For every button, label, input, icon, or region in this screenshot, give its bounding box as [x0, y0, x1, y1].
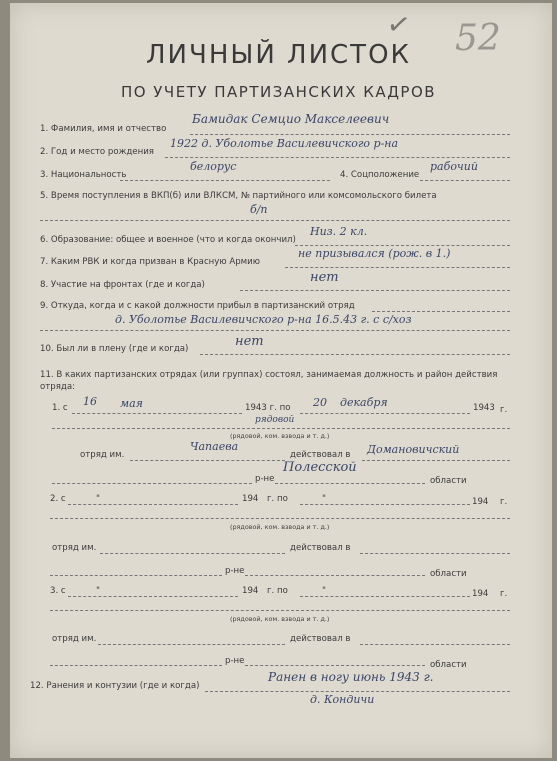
period2-g: г.	[500, 497, 508, 507]
period3-quote: "	[96, 586, 100, 596]
period1-line-pos	[52, 428, 510, 429]
document-subtitle: ПО УЧЕТУ ПАРТИЗАНСКИХ КАДРОВ	[120, 83, 437, 101]
period1-g: г.	[500, 405, 508, 415]
value-education: Низ. 2 кл.	[310, 225, 368, 238]
period3-line-pos	[50, 610, 510, 611]
period3-line-rne	[50, 665, 222, 666]
period3-deystvoval: действовал в	[290, 634, 351, 644]
period1-position: рядовой	[255, 415, 295, 425]
page-number: 52	[455, 18, 501, 59]
period2-oblasti: области	[430, 569, 467, 579]
period1-line-from	[72, 413, 242, 414]
document-title: ЛИЧНЫЙ ЛИСТОК	[146, 40, 411, 70]
period2-line-to	[300, 504, 470, 505]
line-3	[120, 180, 330, 181]
label-education: 6. Образование: общее и военное (что и когда окончил)	[40, 235, 296, 245]
period2-deystvoval: действовал в	[290, 543, 351, 553]
period2-rne: р-не	[225, 566, 245, 576]
period1-day: 16	[83, 395, 97, 408]
period2-num: 2. с	[50, 494, 66, 504]
period2-pos-caption: (рядовой, ком. взвода и т. д.)	[230, 523, 330, 531]
value-wounds: Ранен в ногу июнь 1943 г.	[268, 670, 434, 684]
line-1	[190, 134, 510, 135]
period3-otryad: отряд им.	[52, 634, 97, 644]
line-7	[285, 267, 510, 268]
label-social: 4. Соцположение	[340, 170, 420, 180]
period3-po: г. по	[267, 586, 288, 596]
period3-num: 3. с	[50, 586, 66, 596]
line-8	[240, 290, 510, 291]
period2-quote2: "	[322, 494, 326, 504]
period3-line-to	[300, 596, 470, 597]
period1-month: мая	[120, 397, 143, 410]
period2-otryad: отряд им.	[52, 543, 97, 553]
period2-line-otryad	[100, 553, 285, 554]
label-captivity: 10. Был ли в плену (где и когда)	[40, 344, 189, 354]
period3-oblasti: области	[430, 660, 467, 670]
period3-quote2: "	[322, 586, 326, 596]
period1-line-to	[300, 413, 470, 414]
line-4	[420, 180, 510, 181]
value-rvk: не призывался (рож. в 1.)	[298, 247, 451, 260]
period3-pos-caption: (рядовой, ком. взвода и т. д.)	[230, 615, 330, 623]
period1-to-month: декабря	[340, 396, 388, 409]
label-rvk: 7. Каким РВК и когда призван в Красную Армию	[40, 257, 260, 267]
value-fronts: нет	[310, 270, 339, 285]
label-fronts: 8. Участие на фронтах (где и когда)	[40, 280, 205, 290]
period1-rne: р-не	[255, 474, 275, 484]
period3-rne: р-не	[225, 656, 245, 666]
period3-line-oblast	[245, 665, 425, 666]
period2-line-area	[360, 553, 510, 554]
label-full-name: 1. Фамилия, имя и отчество	[40, 124, 167, 134]
line-6	[295, 245, 510, 246]
label-arrival: 9. Откуда, когда и с какой должности прибыл в партизанский отряд	[40, 301, 355, 311]
period1-deystvoval: действовал в	[290, 450, 351, 460]
period2-line-oblast	[245, 575, 425, 576]
period3-g: г.	[500, 589, 508, 599]
period1-year: 1943 г. по	[245, 403, 291, 413]
value-captivity: нет	[235, 334, 264, 349]
label-birth: 2. Год и место рождения	[40, 147, 154, 157]
period3-line-from	[68, 596, 238, 597]
period1-oblasti: области	[430, 476, 467, 486]
value-wounds-place: д. Кондичи	[310, 693, 375, 706]
period3-year: 194	[242, 586, 259, 596]
period3-line-area	[360, 644, 510, 645]
period3-line-otryad	[98, 644, 285, 645]
period3-to-year: 194	[472, 589, 489, 599]
label-wounds: 12. Ранения и контузии (где и когда)	[30, 681, 200, 691]
period1-pos-caption: (рядовой, ком. взвода и т. д.)	[230, 432, 330, 440]
period1-to-year: 1943	[473, 403, 495, 413]
value-full-name: Бамидак Семцио Макселеевич	[192, 112, 390, 126]
line-10	[200, 354, 510, 355]
period1-to-day: 20	[313, 396, 327, 409]
line-5	[40, 220, 510, 221]
period1-line-otryad	[130, 460, 285, 461]
label-party: 5. Время поступления в ВКП(б) или ВЛКСМ, № партийного или комсомольского билета	[40, 191, 437, 201]
period1-area: Домановичский	[367, 443, 460, 456]
line-2	[165, 157, 510, 158]
value-party: б/п	[250, 203, 268, 216]
period2-line-rne	[50, 575, 222, 576]
value-birth: 1922 д. Уболотье Василевичского р-на	[170, 137, 399, 150]
line-12	[205, 691, 510, 692]
label-detachments: 11. В каких партизанских отрядах (или группах) состоял, занимаемая должность и район действия отряда:	[40, 370, 498, 392]
period1-line-oblast	[275, 483, 425, 484]
period2-quote: "	[96, 494, 100, 504]
period1-otryad: отряд им.	[80, 450, 125, 460]
period2-po: г. по	[267, 494, 288, 504]
value-nationality: белорус	[190, 160, 237, 173]
line-9b	[40, 330, 510, 331]
period2-line-from	[68, 504, 238, 505]
value-arrival: д. Уболотье Василевичского р-на 16.5.43 г. с с/хоз	[115, 313, 412, 326]
pen-mark: ✓	[384, 6, 414, 43]
period2-year: 194	[242, 494, 259, 504]
period2-to-year: 194	[472, 497, 489, 507]
label-nationality: 3. Национальность	[40, 170, 127, 180]
period1-oblast-value: Полесской	[283, 460, 357, 475]
period1-detach: Чапаева	[190, 440, 239, 453]
period1-line-rne	[52, 483, 252, 484]
value-social: рабочий	[430, 160, 478, 173]
line-9a	[372, 311, 510, 312]
period2-line-pos	[50, 518, 510, 519]
period1-num: 1. с	[52, 403, 68, 413]
period1-line-area	[362, 460, 510, 461]
